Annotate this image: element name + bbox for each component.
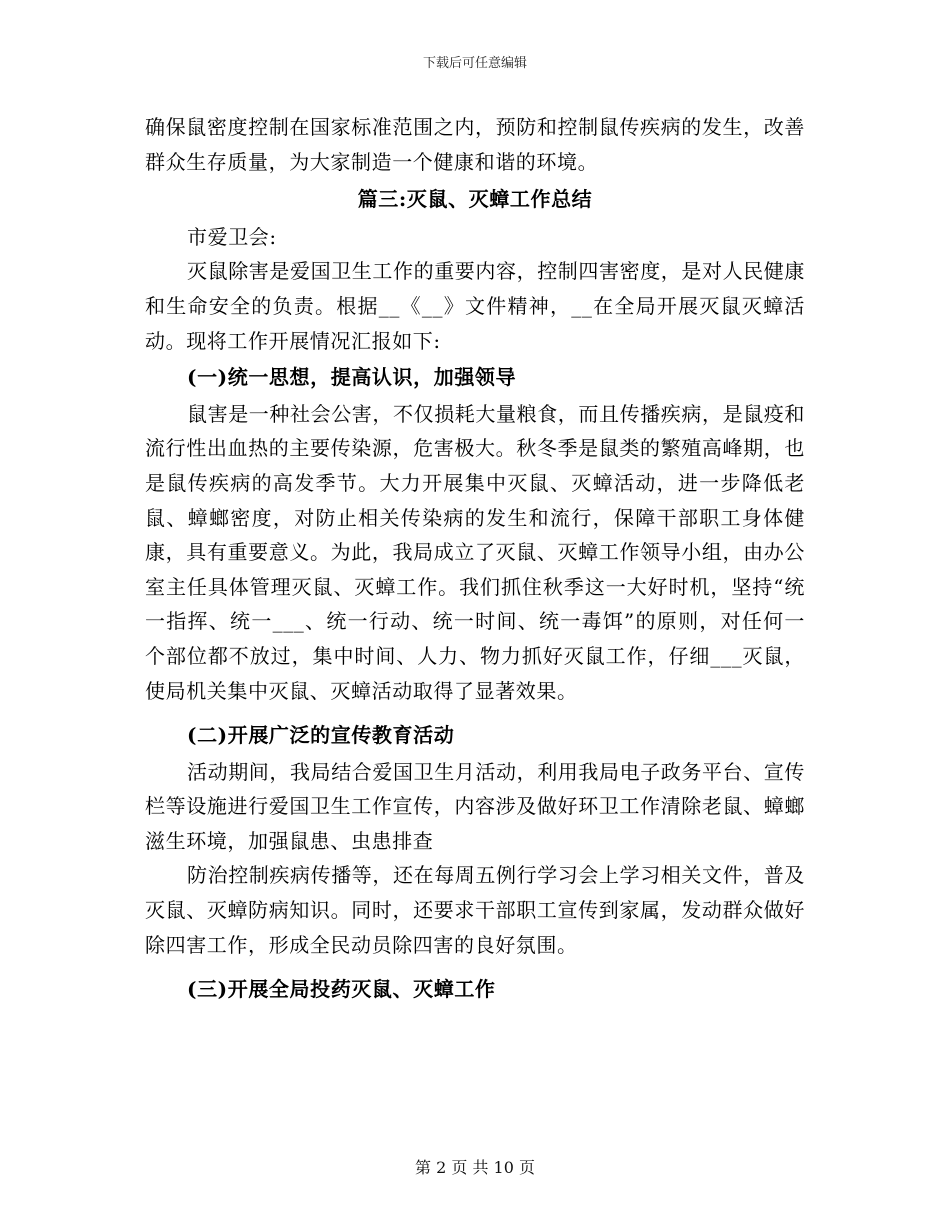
paragraph-prevention: 防治控制疾病传播等，还在每周五例行学习会上学习相关文件，普及灭鼠、灭蟑防病知识。同时，还要求干部职工宣传到家属，发动群众做好除四害工作，形成全民动员除四害的良好氛围。 [145,863,805,957]
section-title: 篇三:灭鼠、灭蟑工作总结 [357,187,593,212]
paragraph-publicity: 活动期间，我局结合爱国卫生月活动，利用我局电子政务平台、宣传栏等设施进行爱国卫生工作宣传，内容涉及做好环卫工作清除老鼠、蟑螂滋生环境，加强鼠患、虫患排查 [145,759,805,853]
document-body [145,110,805,1009]
page-header: 下载后可任意编辑 [422,56,527,71]
paragraph-leadership: 鼠害是一种社会公害，不仅损耗大量粮食，而且传播疾病，是鼠疫和流行性出血热的主要传染源，危害极大。秋冬季是鼠类的繁殖高峰期，也是鼠传疾病的高发季节。大力开展集中灭鼠、灭蟑活动，进一步降低老鼠、蟑螂密度，对防止相关传染病的发生和流行，保障干部职工身体健康，具有重要意义。为此，我局成立了灭鼠、灭蟑工作领导小组，由办公室主任具体管理灭鼠、灭蟑工作。我们抓住秋季这一大好时机，坚持“统一指挥、统一___、统一行动、统一时间、统一毒饵”的原则，对任何一个部位都不放过，集中时间、人力、物力抓好灭鼠工作，仔细___灭鼠，使局机关集中灭鼠、灭蟑活动取得了显著效果。 [145,401,805,703]
paragraph-intro: 确保鼠密度控制在国家标准范围之内，预防和控制鼠传疾病的发生，改善群众生存质量，为大家制造一个健康和谐的环境。 [145,115,805,174]
heading-3: (三)开展全局投药灭鼠、灭蟑工作 [187,977,496,1002]
heading-1: (一)统一思想，提高认识，加强领导 [187,365,517,390]
page-footer: 第 2 页 共 10 页 [415,1158,535,1177]
heading-2: (二)开展广泛的宣传教育活动 [187,723,455,748]
salutation: 市爱卫会: [187,224,277,249]
paragraph-opening: 灭鼠除害是爱国卫生工作的重要内容，控制四害密度，是对人民健康和生命安全的负责。根据__《__》文件精神，__在全局开展灭鼠灭蟑活动。现将工作开展情况汇报如下: [145,259,805,353]
